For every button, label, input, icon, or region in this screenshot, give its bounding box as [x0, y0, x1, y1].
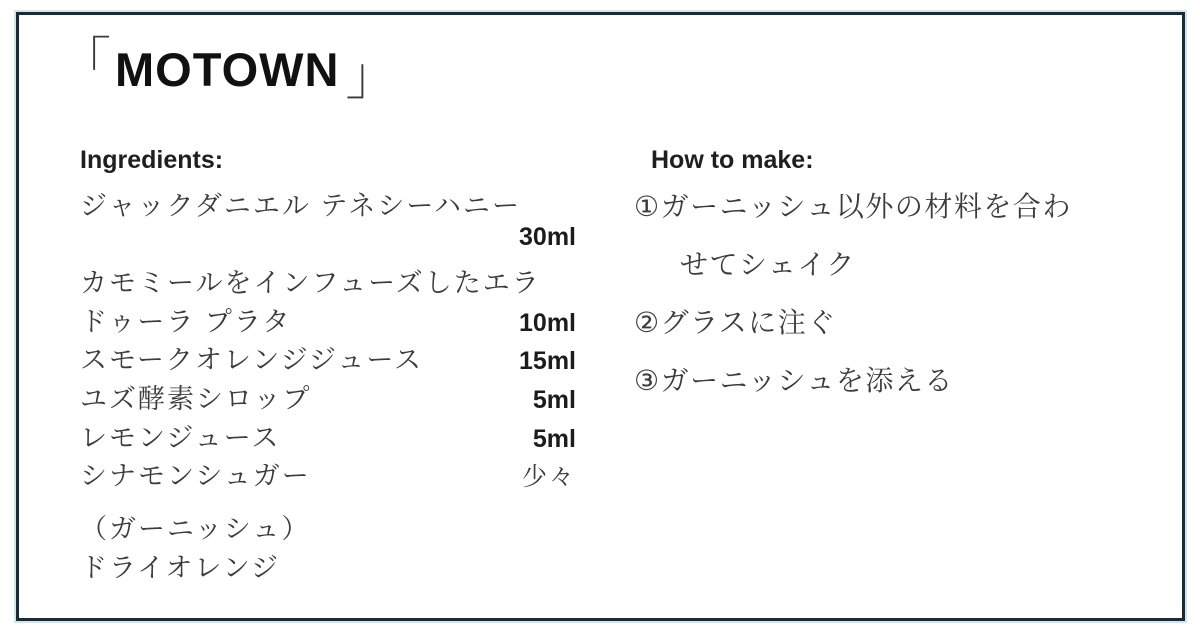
garnish-label: （ガーニッシュ） [80, 513, 311, 544]
ingredient-name: ユズ酵素シロップ [80, 383, 312, 414]
ingredient-amount: 10ml [519, 308, 576, 337]
ingredients-header: Ingredients: [80, 146, 224, 174]
ingredient-amount: 5ml [532, 385, 576, 414]
ingredient-amount: 少々 [521, 463, 576, 492]
ingredient-amount: 30ml [519, 222, 576, 251]
ingredient-line [80, 261, 576, 300]
ingredient-name: スモークオレンジジュース [80, 345, 424, 376]
ingredient-amount: 15ml [519, 347, 576, 376]
ingredients-section [80, 146, 576, 585]
ingredient-name: ドゥーラ プラタ [80, 306, 292, 337]
step-line: ②グラスに注ぐ [634, 307, 837, 338]
page-title: MOTOWN [115, 42, 340, 96]
step-line: ①ガーニッシュ以外の材料を合わ [634, 191, 1072, 222]
ingredient-line [80, 184, 576, 223]
ingredient-name: レモンジュース [80, 422, 281, 453]
ingredient-name: カモミールをインフューズしたエラ [80, 268, 541, 299]
how-to-make-section [634, 146, 1164, 421]
ingredient-name: シナモンシュガー [80, 461, 311, 492]
title-open-bracket: 「 [59, 34, 112, 92]
ingredient-amount: 5ml [532, 424, 576, 453]
recipe-card [16, 12, 1185, 621]
step-line: ③ガーニッシュを添える [634, 365, 954, 396]
garnish-block [80, 507, 576, 585]
ingredient-line [80, 300, 576, 339]
ingredient-name: ジャックダニエル テネシーハニー [80, 191, 521, 221]
ingredient-line [80, 338, 576, 377]
how-to-make-header: How to make: [651, 146, 814, 174]
title-close-bracket: 」 [345, 48, 398, 106]
recipe-title [59, 34, 398, 106]
step-line-continuation: せてシェイク [680, 249, 856, 280]
ingredient-line [80, 454, 576, 493]
ingredient-line [80, 223, 576, 262]
ingredient-line [80, 416, 576, 455]
garnish-item: ドライオレンジ [80, 552, 281, 583]
ingredient-line [80, 377, 576, 416]
